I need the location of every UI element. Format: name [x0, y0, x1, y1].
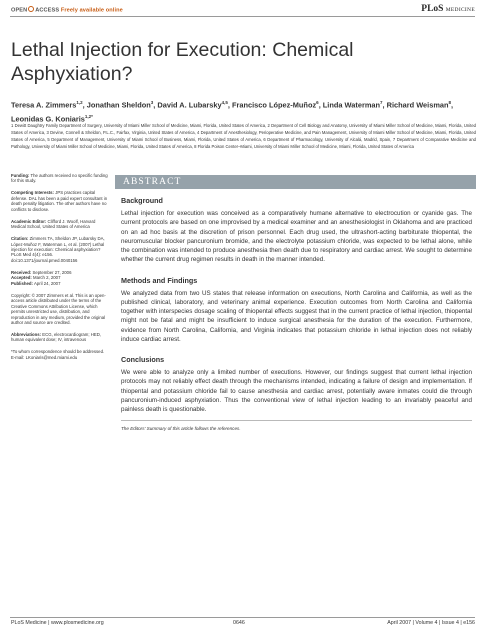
open-label: OPEN	[11, 7, 28, 14]
footer-issue: April 2007 | Volume 4 | Issue 4 | e156	[387, 620, 475, 626]
journal-logo	[421, 3, 475, 14]
author-affiliation-marker: 6	[316, 100, 319, 105]
author-name: Leonidas G. Koniaris	[11, 114, 85, 124]
methods-heading: Methods and Findings	[121, 275, 198, 285]
editor-text: Clifford J. Woolf, Harvard Medical School, United States of America	[11, 218, 96, 230]
competing-interests-note	[11, 190, 108, 212]
abbrev-text: ECG, electrocardiogram; HED, human equivalent dose; IV, intravenous	[11, 331, 102, 343]
conclusions-section	[121, 355, 472, 414]
published-label: Published:	[11, 280, 33, 286]
abbrev-label: Abbreviations:	[11, 331, 42, 337]
published-date: April 24, 2007	[33, 280, 61, 286]
article-info-sidebar	[11, 173, 108, 367]
open-access-banner	[11, 6, 123, 14]
abstract-body	[121, 196, 472, 431]
footer-divider	[10, 617, 475, 618]
journal-logo-medicine: MEDICINE	[445, 7, 475, 13]
access-label: ACCESS	[35, 7, 60, 14]
funding-note	[11, 173, 108, 184]
funding-label: Funding:	[11, 173, 30, 178]
methods-text: We analyzed data from two US states that release information on executions, North Carolina and California, as well as the published clinical, laboratory, and veterinary animal experience. Execution outcomes from North Carolina and California together with interspecies dosage scaling of thiopental effects suggest that in the current practice of lethal injection, thiopental might not be fatal and might be insufficient to induce surgical anesthesia for the duration of the execution. Furthermore, evidence from North Carolina, California, and Virginia indicates that potassium chloride in lethal injection does not reliably induce cardiac arrest.	[121, 289, 472, 343]
author-affiliation-marker: 1,2	[76, 100, 83, 105]
journal-logo-plos: PLoS	[421, 4, 444, 14]
open-access-lock-icon	[28, 6, 34, 12]
funding-text: The authors received no specific funding for this study.	[11, 173, 108, 184]
editors-summary-note: The Editors' Summary of this article follows the references.	[121, 426, 241, 432]
abstract-heading: ABSTRACT	[123, 177, 182, 187]
author-list: Teresa A. Zimmers$^{1,2}$, Jonathan Sheldon$^3$, David A. Lubarsky$^{4,5}$, Francisco López-Muñoz$^6$, Linda Waterman$^7$, Richard Weisman$^8$, Leonidas G. Koniaris$^{1,2*}$	[11, 100, 454, 124]
author-affiliation-marker: 1,2*	[84, 113, 93, 119]
accepted-date: March 2, 2007	[32, 275, 61, 281]
citation-note	[11, 236, 108, 263]
author-affiliation-marker: 7	[380, 100, 383, 105]
competing-text: JPS practices capital defense. DAL has been a paid expert consultant in death penalty litigation. The other authors have no conflicts to disclose.	[11, 190, 108, 212]
article-title: Lethal Injection for Execution: Chemical Asphyxiation?	[11, 39, 354, 85]
footer-journal: PLoS Medicine | www.plosmedicine.org	[11, 620, 104, 626]
author-name: Francisco López-Muñoz	[231, 100, 317, 110]
author-affiliation-marker: 4,5	[221, 100, 228, 105]
copyright-note: Copyright: © 2007 Zimmers et al. This is an open-access article distributed under the terms of the Creative Commons Attribution License, which permits unrestricted use, distribution, and reproduction in any medium, provided the original author and source are credited.	[11, 292, 106, 326]
author-affiliation-marker: 8	[448, 100, 452, 105]
abstract-divider	[121, 420, 472, 421]
author-name: David A. Lubarsky	[157, 100, 222, 110]
conclusions-text: We were able to analyze only a limited number of executions. However, our findings suggest that current lethal injection protocols may not reliably effect death through the mechanisms intended, indicating a failure of design and implementation. If thiopental and potassium chloride fail to cause anesthesia and cardiac arrest, potentially aware inmates could die through pancuronium-induced asphyxiation. Thus the conventional view of lethal injection leading to an invariably peaceful and painless death is questionable.	[121, 369, 472, 413]
abbreviations-note	[11, 332, 108, 343]
header-divider	[10, 16, 475, 17]
competing-label: Competing Interests:	[11, 190, 54, 196]
footer-page-number: 0646	[233, 620, 245, 626]
received-date: September 27, 2006	[32, 269, 72, 275]
accepted-label: Accepted:	[11, 275, 32, 281]
correspondence-note: *To whom correspondence should be addressed. E-mail: LKoniaris@med.miami.edu	[11, 349, 105, 360]
freely-available-label: Freely available online	[60, 7, 123, 14]
affiliations: 1 Dewitt Daughtry Family Department of Surgery, University of Miami Miller School of Medicine, Miami, Florida, United States of America, 2 Department of Cell Biology and Anatomy, University of Miami Miller School of Medicine, Miami, Florida, United States of America, 3 Devine, Connell & Sheldon, P.L.C., Fairfax, Virginia, United States of America, 4 Department of Anesthesiology, Perioperative Medicine, and Pain Management, University of Miami Miller School of Medicine, Miami, Florida, United States of America, 5 Department of Management, University of Miami School of Business, Miami, Florida, United States of America, 6 Department of Pharmacology, University of Alcalá, Madrid, Spain, 7 Department of Comparative Medicine and Pathology, University of Miami Miller School of Medicine, Miami, Florida, United States of America, 8 Florida Poison Center–Miami, University of Miami Miller School of Medicine, Miami, Florida, United States of America	[11, 123, 476, 149]
dates-note	[11, 270, 108, 286]
author-affiliation-marker: 3	[150, 100, 154, 105]
citation-label: Citation:	[11, 236, 29, 242]
conclusions-heading: Conclusions	[121, 355, 165, 364]
methods-section	[121, 276, 472, 345]
author-name: Jonathan Sheldon	[86, 100, 151, 110]
background-section	[121, 196, 472, 265]
received-label: Received:	[11, 269, 32, 275]
background-heading: Background	[121, 196, 163, 205]
citation-text: Zimmers TA, Sheldon JP, Lubarsky DA, López-Muñoz F, Waterman L, et al. (2007) Lethal injection for execution: Chemical asphyxiation? PLoS Med 4(4): e156. doi:10.1371/journal.pmed.0040156	[11, 236, 105, 263]
author-name: Teresa A. Zimmers	[11, 100, 77, 110]
academic-editor-note	[11, 219, 108, 230]
abstract-header	[115, 175, 476, 189]
author-name: Richard Weisman	[386, 100, 449, 110]
background-text: Lethal injection for execution was conceived as a comparatively humane alternative to electrocution or cyanide gas. The current protocols are based on one improvised by a medical examiner and an anesthesiologist in Oklahoma and are practiced on an ad hoc basis at the discretion of prison personnel. Each drug used, the ultrashort-acting barbiturate thiopental, the neuromuscular blocker pancuronium bromide, and the electrolyte potassium chloride, was expected to be lethal alone, while the combination was intended to produce anesthesia then death due to respiratory and cardiac arrest. We sought to determine whether the current drug regimen results in death in the manner intended.	[121, 210, 472, 264]
author-name: Linda Waterman	[322, 100, 381, 110]
editor-label: Academic Editor:	[11, 218, 47, 224]
